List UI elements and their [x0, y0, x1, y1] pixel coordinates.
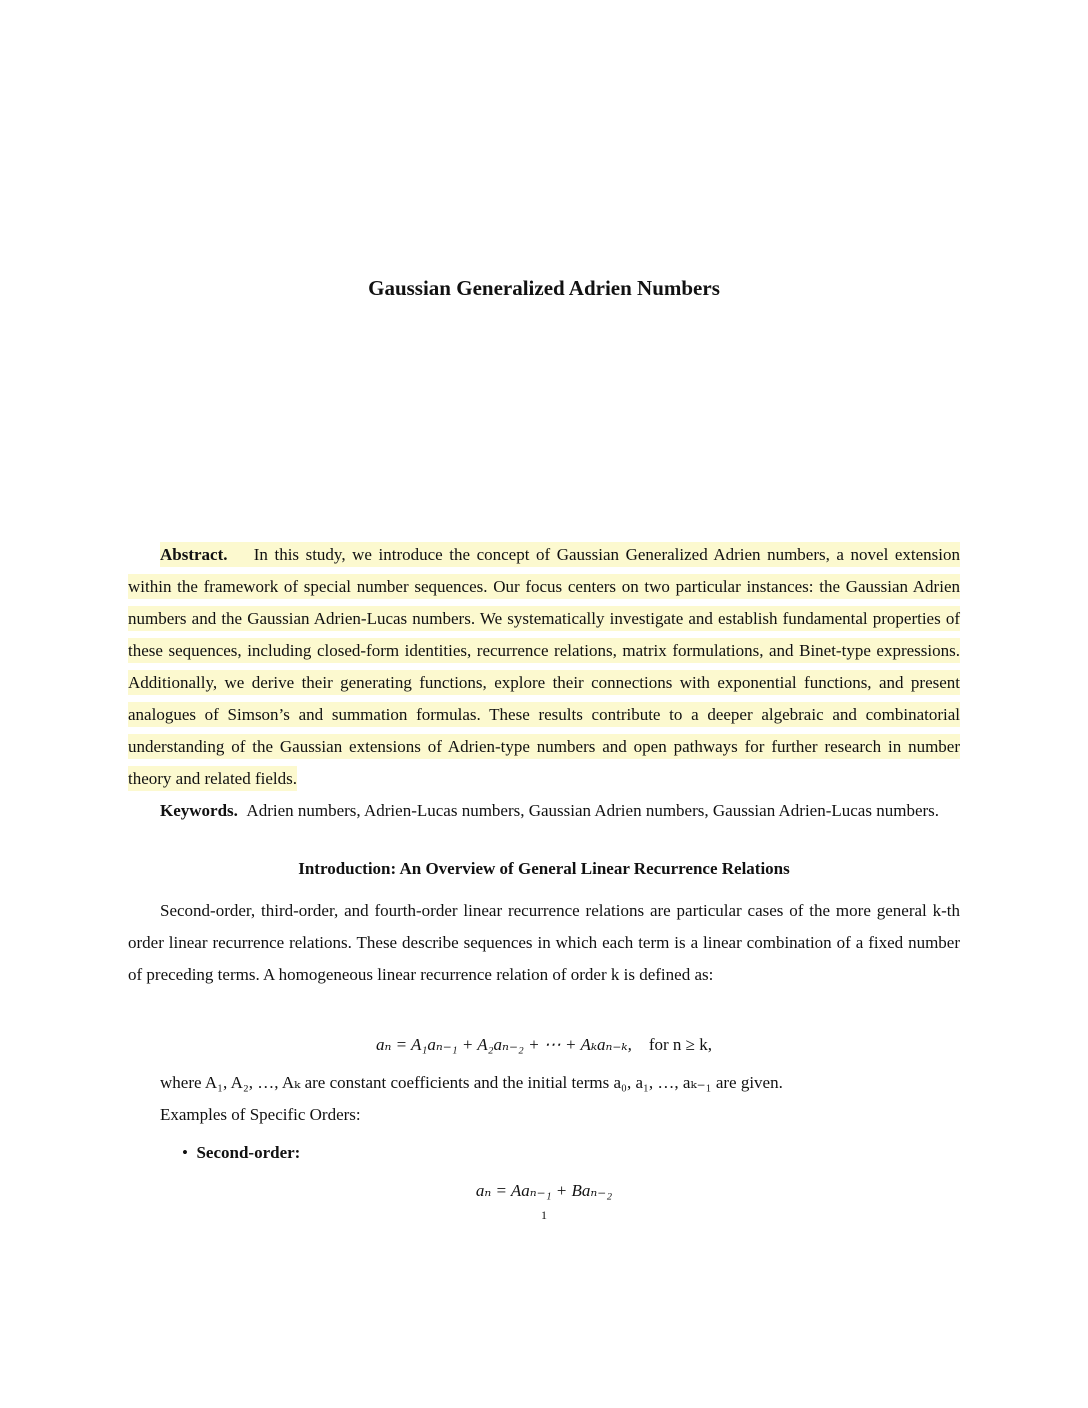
- equation-condition: for n ≥ k,: [648, 1035, 713, 1054]
- abstract-highlight: [128, 542, 960, 791]
- intro-paragraph: Second-order, third-order, and fourth-order linear recurrence relations are particular cases of the more general k-th order linear recurrence relations. These describe sequences in which each term is a linear combination of a fixed number of preceding terms. A homogeneous linear recurrence relation of order k is defined as:: [128, 901, 960, 984]
- recurrence-equation: [128, 1029, 960, 1061]
- examples-label: Examples of Specific Orders:: [160, 1105, 361, 1124]
- paper-title: Gaussian Generalized Adrien Numbers: [368, 276, 720, 300]
- abstract-text: In this study, we introduce the concept of Gaussian Generalized Adrien numbers, a novel extension within the framework of special number sequences. Our focus centers on two particular instances: the Gaussian Adrien numbers and the Gaussian Adrien-Lucas numbers. We systematically investigate and establish fundamental properties of these sequences, including closed-form identities, recurrence relations, matrix formulations, and Binet-type expressions. Additionally, we derive their generating functions, explore their connections with exponential functions, and present analogues of Simson’s and summation formulas. These results contribute to a deeper algebraic and combinatorial understanding of the Gaussian extensions of Adrien-type numbers and open pathways for further research in number theory and related fields.: [128, 545, 961, 788]
- abstract-label: Abstract.: [160, 545, 228, 564]
- abstract: [128, 539, 960, 795]
- keywords-text: Adrien numbers, Adrien-Lucas numbers, Gaussian Adrien numbers, Gaussian Adrien-Lucas numbers.: [246, 801, 940, 820]
- keywords: [128, 795, 960, 827]
- section-heading: Introduction: An Overview of General Linear Recurrence Relations: [298, 859, 790, 878]
- second-order-equation: aₙ = Aaₙ₋₁ + Baₙ₋₂: [475, 1181, 613, 1200]
- page-number: 1: [541, 1208, 547, 1222]
- keywords-label: Keywords.: [160, 801, 238, 820]
- bullet-icon: •: [182, 1143, 188, 1162]
- bullet-item: [128, 1137, 960, 1169]
- equation-body: aₙ = A₁aₙ₋₁ + A₂aₙ₋₂ + ⋯ + Aₖaₙ₋ₖ,: [375, 1035, 632, 1054]
- bullet-label: Second-order:: [196, 1143, 301, 1162]
- page-body: [128, 539, 960, 1223]
- where-text: where A₁, A₂, …, Aₖ are constant coefficients and the initial terms a₀, a₁, …, aₖ₋₁ are given.: [160, 1073, 783, 1092]
